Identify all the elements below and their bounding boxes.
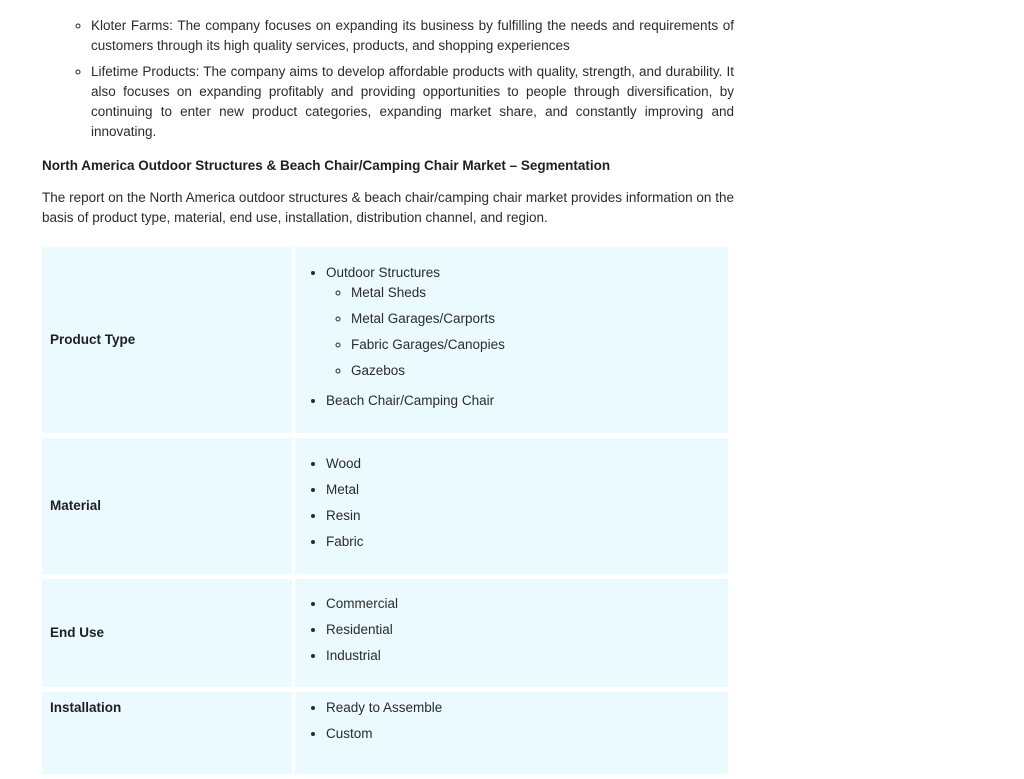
segment-label: End Use <box>42 579 292 687</box>
option-list <box>307 263 728 411</box>
company-item-kloter-farms: ◦ Kloter Farms: The company focuses on expanding its business by fulfilling the needs and requirements of customers through its high quality services, products, and shopping experiences <box>91 16 734 56</box>
table-row <box>42 247 728 433</box>
list-item: • Ready to Assemble <box>326 698 728 718</box>
list-item: • Custom <box>326 724 728 744</box>
option-outdoor-structures: Outdoor Structures <box>326 265 441 280</box>
list-item <box>326 263 728 381</box>
article-content <box>42 16 734 779</box>
list-item: • Industrial <box>326 646 728 666</box>
segment-options <box>295 579 728 687</box>
segment-label: Product Type <box>42 247 292 433</box>
sub-list-item: ◦ Gazebos <box>351 361 728 381</box>
segment-label: Material <box>42 438 292 574</box>
list-item: • Fabric <box>326 532 728 552</box>
option-list <box>307 698 728 744</box>
list-item: • Residential <box>326 620 728 640</box>
sub-list-item: ◦ Fabric Garages/Canopies <box>351 335 728 355</box>
option-list <box>307 594 728 666</box>
intro-paragraph: The report on the North America outdoor structures & beach chair/camping chair market provides information on the basis of product type, material, end use, installation, distribution channel, and region. <box>42 190 734 225</box>
list-item: • Wood <box>326 454 728 474</box>
table-row <box>42 579 728 687</box>
segmentation-table <box>39 242 731 779</box>
company-item-lifetime-products: ◦ Lifetime Products: The company aims to develop affordable products with quality, strength, and durability. It also focuses on expanding profitably and providing opportunities to people through diversification, by continuing to enter new product categories, expanding market share, and constantly improving and innovating. <box>91 62 734 142</box>
list-item: • Metal <box>326 480 728 500</box>
segment-label: Installation <box>42 692 292 774</box>
segment-options <box>295 247 728 433</box>
list-item: • Resin <box>326 506 728 526</box>
sub-list-item: ◦ Metal Sheds <box>351 283 728 303</box>
list-item: • Beach Chair/Camping Chair <box>326 391 728 411</box>
table-row <box>42 692 728 774</box>
company-list <box>42 16 734 142</box>
segment-options <box>295 692 728 774</box>
section-title: North America Outdoor Structures & Beach Chair/Camping Chair Market – Segmentation <box>42 158 611 173</box>
segment-options <box>295 438 728 574</box>
list-item: • Commercial <box>326 594 728 614</box>
sub-option-list <box>326 283 728 381</box>
option-list <box>307 454 728 552</box>
table-row <box>42 438 728 574</box>
sub-list-item: ◦ Metal Garages/Carports <box>351 309 728 329</box>
